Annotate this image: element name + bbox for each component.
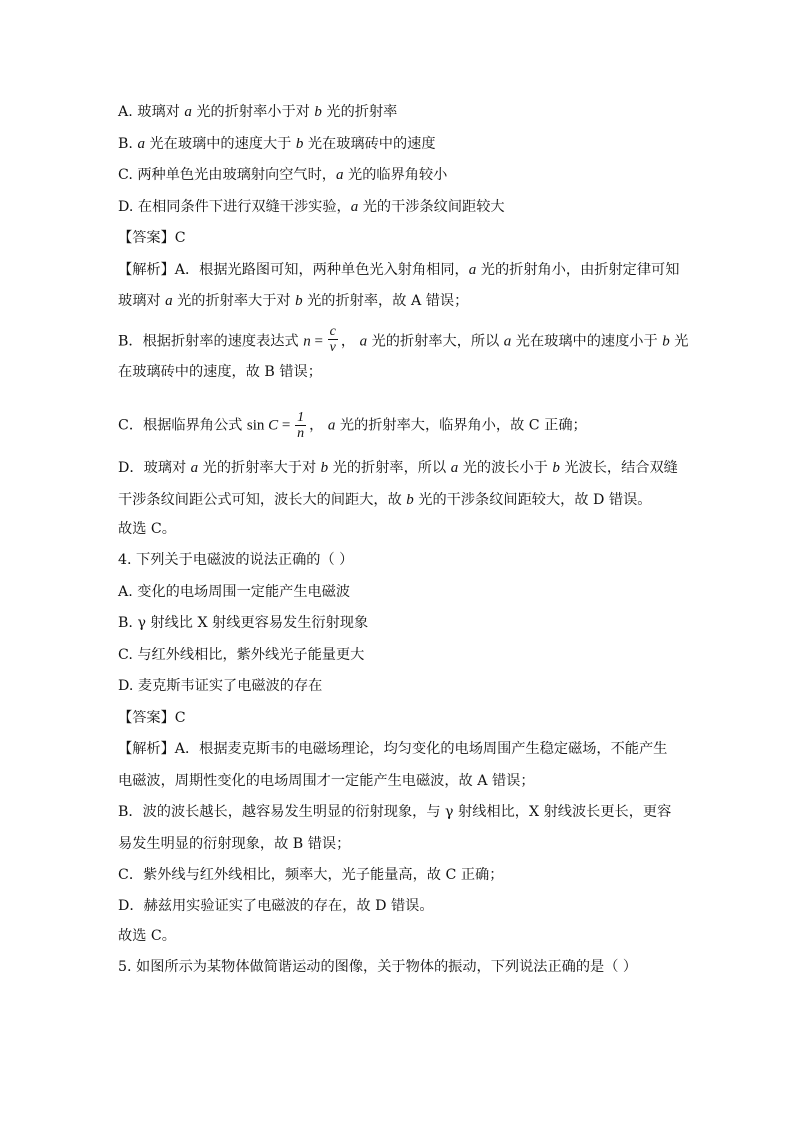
q3-option-d: D. 在相同条件下进行双缝干涉实验，a 光的干涉条纹间距较大 [118,199,505,215]
critical-angle-fraction: $\frac{1}{n}$ [297,410,305,441]
q3-explanation-a-line1: 【解析】A．根据光路图可知，两种单色光入射角相同，a 光的折射角小，由折射定律可知 [118,262,680,278]
q3-option-c: C. 两种单色光由玻璃射向空气时，a 光的临界角较小 [118,167,448,183]
q3-explanation-b-line2: 在玻璃砖中的速度，故 B 错误； [118,364,322,380]
q4-option-b: B. γ 射线比 X 射线更容易发生衍射现象 [118,615,369,631]
q4-conclusion: 故选 C。 [118,928,176,944]
q4-option-c: C. 与红外线相比，紫外线光子能量更大 [118,647,365,663]
q3-answer: 【答案】C [118,230,186,246]
q3-explanation-d-line2: 干涉条纹间距公式可知，波长大的间距大，故 b 光的干涉条纹间距较大，故 D 错误。 [118,492,652,508]
q3-explanation-a-line2: 玻璃对 a 光的折射率大于对 b 光的折射率，故 A 错误； [118,293,469,309]
q4-explanation-a-line2: 电磁波，周期性变化的电场周围才一定能产生电磁波，故 A 错误； [118,773,535,789]
q4-explanation-a-line1: 【解析】A．根据麦克斯韦的电磁场理论，均匀变化的电场周围产生稳定磁场，不能产生 [118,741,668,757]
q4-stem: 4. 下列关于电磁波的说法正确的（ ） [118,552,354,568]
q5-stem: 5. 如图所示为某物体做简谐运动的图像，关于物体的振动，下列说法正确的是（ ） [118,959,638,975]
q3-explanation-d-line1: D．玻璃对 a 光的折射率大于对 b 光的折射率，所以 a 光的波长小于 b 光波长，结合双缝 [118,460,678,476]
velocity-fraction: $\frac{c}{v}$ [329,324,336,355]
q4-explanation-d: D．赫兹用实验证实了电磁波的存在，故 D 错误。 [118,898,434,914]
q4-answer: 【答案】C [118,710,186,726]
q4-option-a: A. 变化的电场周围一定能产生电磁波 [118,584,351,600]
q4-option-d: D. 麦克斯韦证实了电磁波的存在 [118,678,323,694]
q4-explanation-b-line1: B．波的波长越长，越容易发生明显的衍射现象，与 γ 射线相比，X 射线波长更长，更容 [118,804,672,820]
q3-option-b: B. a 光在玻璃中的速度大于 b 光在玻璃砖中的速度 [118,136,436,152]
q3-explanation-c: C．根据临界角公式 sin C = $\frac{1}{n}$ ， a 光的折射率大，临界角小，故 C 正确； [118,410,587,441]
q3-option-a: A. 玻璃对 a 光的折射率小于对 b 光的折射率 [118,104,398,120]
q3-conclusion: 故选 C。 [118,521,176,537]
q4-explanation-c: C．紫外线与红外线相比，频率大，光子能量高，故 C 正确； [118,867,504,883]
q4-explanation-b-line2: 易发生明显的衍射现象，故 B 错误； [118,836,351,852]
q3-explanation-b-line1: B．根据折射率的速度表达式 n = $\frac{c}{v}$ ， a 光的折射率大，所以 a 光在玻璃中的速度小于 b 光 [118,324,689,355]
